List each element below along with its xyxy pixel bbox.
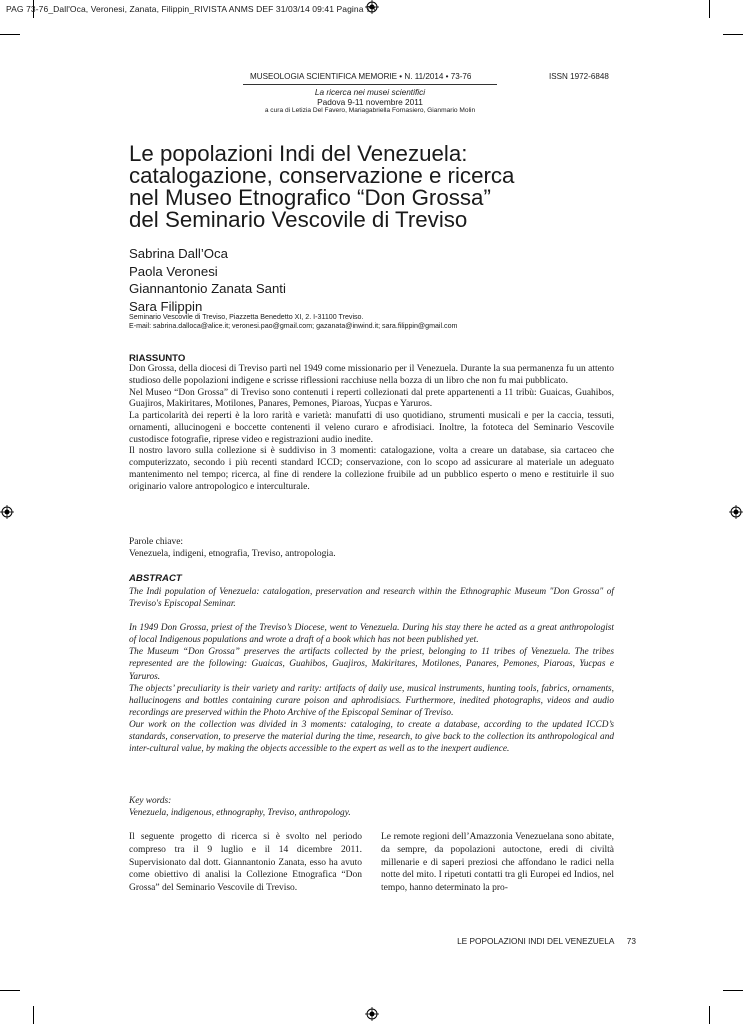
abstract-paragraph: The Museum “Don Grossa” preserves the artifacts collected by the priest, belonging to 11 tribes of Venezuela. The tribes represented are the following: Guaicas, Guahibos, Guajiros, Makiritares, Motilones, Panares, Pemones, Piaroas, Yucpas e Yaruros. [129, 647, 614, 682]
conference-title: La ricerca nei musei scientifici [314, 87, 426, 97]
affiliation-emails: E-mail: sabrina.dalloca@alice.it; veronesi.pao@gmail.com; gazanata@inwind.it; sara.filippin@gmail.com [129, 322, 458, 331]
crop-mark [709, 0, 710, 18]
author-list [129, 245, 286, 315]
riassunto-keywords [129, 537, 614, 561]
paper-title [129, 143, 629, 231]
body-column-right: Le remote regioni dell’Amazzonia Venezuelana sono abitate, da sempre, da popolazioni autoctone, eredi di civiltà millenarie e di saperi preziosi che affondano le radici nella notte del mito. I ripetuti contatti tra gli Europei ed Indios, nel tempo, hanno determinato la pro- [381, 832, 614, 893]
conference-editors: a cura di Letizia Del Favero, Mariagabriella Fornasiero, Gianmario Molin [264, 107, 476, 114]
journal-running-head: MUSEOLOGIA SCIENTIFICA MEMORIE • N. 11/2014 • 73-76 [250, 72, 472, 81]
riassunto-heading: RIASSUNTO [129, 353, 186, 364]
page-footer [457, 936, 636, 946]
registration-mark-icon [365, 1007, 379, 1021]
title-line: Le popolazioni Indi del Venezuela: [129, 141, 468, 166]
crop-mark [0, 34, 20, 35]
abstract-heading: ABSTRACT [129, 573, 182, 584]
keywords-label: Key words: [129, 796, 172, 806]
author-name: Paola Veronesi [129, 263, 218, 279]
body-column-left: Il seguente progetto di ricerca si è svolto nel periodo compreso tra il 9 luglio e il 14 dicembre 2011. Supervisionato dal dott. Giannantonio Zanata, esso ha avuto come obiettivo di analisi la Collezione Etnografica “Don Grossa” del Seminario Vescovile di Treviso. [129, 832, 362, 893]
riassunto-paragraph: La particolarità dei reperti è la loro rarità e varietà: manufatti di uso quotidiano, strumenti musicali e per la caccia, tessuti, ornamenti, allucinogeni e boccette contenenti il veleno curaro e afrodisiaci. Inoltre, la fototeca del Seminario Vescovile custodisce fotografie, riprese video e registrazioni audio inedite. [129, 411, 614, 445]
issn: ISSN 1972-6848 [549, 72, 609, 81]
crop-mark [709, 1006, 710, 1024]
keywords-label: Parole chiave: [129, 537, 184, 547]
crop-mark [33, 1006, 34, 1024]
abstract-paragraph: The objects’ preculiarity is their variety and rarity: artifacts of daily use, musical instruments, hunting tools, fabrics, ornaments, hallucinogens and bottles containing curare poison and aphrodisiacs. Furthermore, inedited photographs, videos and audio recordings are preserved within the Photo Archive of the Episcopal Seminar of Treviso. [129, 683, 614, 718]
riassunto-body [129, 364, 614, 493]
abstract-paragraph: Our work on the collection was divided in 3 moments: cataloging, to create a database, according to the updated ICCD’s standards, conservation, to preserve the material during the time, research, to give back to the collection its anthropological and inter-cultural value, by making the objects accessible to the expert as well as to the inexpert audience. [129, 719, 614, 755]
affiliation-address: Seminario Vescovile di Treviso, Piazzetta Benedetto XI, 2. I-31100 Treviso. [129, 313, 364, 321]
conference-place: Padova 9-11 novembre 2011 [317, 97, 423, 107]
author-name: Sara Filippin [129, 298, 203, 314]
riassunto-paragraph: Nel Museo “Don Grossa” di Treviso sono contenuti i reperti collezionati dal prete appartenenti a 11 tribù: Guaicas, Guahibos, Guajiros, Makiritares, Motilones, Panares, Pemones, Piaroas, Yucpas e Yaruros. [129, 387, 614, 410]
crop-mark [723, 34, 743, 35]
registration-mark-icon [729, 505, 743, 519]
print-slug: PAG 73-76_Dall'Oca, Veronesi, Zanata, Filippin_RIVISTA ANMS DEF 31/03/14 09:41 Pagina 73 [6, 4, 376, 14]
keywords-list: Venezuela, indigenous, ethnography, Treviso, anthropology. [129, 808, 351, 819]
abstract-body [129, 586, 614, 755]
riassunto-paragraph: Il nostro lavoro sulla collezione si è suddiviso in 3 momenti: catalogazione, volta a creare un database, sia cartaceo che computerizzato, secondo i più recenti standard ICCD; conservazione, con lo scopo ad assicurare al materiale un adeguato mantenimento nel tempo; ricerca, al fine di rendere la collezione fruibile ad un pubblico esperto o meno e restituirle il suo originario valore antropologico e interculturale. [129, 446, 614, 492]
footer-running-title: LE POPOLAZIONI INDI DEL VENEZUELA [457, 936, 615, 946]
riassunto-paragraph: Don Grossa, della diocesi di Treviso partì nel 1949 come missionario per il Venezuela. Durante la sua permanenza fu un attento studioso delle popolazioni indigene e scrisse riflessioni racchiuse nella bozza di un libro che non fu mai pubblicato. [129, 364, 614, 386]
title-line: nel Museo Etnografico “Don Grossa” [129, 185, 491, 210]
header-rule [243, 84, 497, 85]
author-name: Sabrina Dall’Oca [129, 246, 228, 261]
crop-mark [723, 990, 743, 991]
title-line: catalogazione, conservazione e ricerca [129, 163, 515, 188]
registration-mark-icon [0, 505, 14, 519]
keywords-list: Venezuela, indigeni, etnografia, Treviso, antropologia. [129, 548, 336, 559]
abstract-paragraph: In 1949 Don Grossa, priest of the Treviso’s Diocese, went to Venezuela. During his stay there he acted as a great anthropologist of local Indigenous populations and wrote a draft of a book which has not been published yet. [129, 623, 614, 646]
crop-mark [0, 990, 20, 991]
page-number: 73 [626, 936, 636, 946]
author-name: Giannantonio Zanata Santi [129, 281, 286, 297]
affiliation [129, 313, 457, 332]
title-line: del Seminario Vescovile di Treviso [129, 207, 468, 232]
abstract-keywords [129, 795, 614, 819]
abstract-english-title: The Indi population of Venezuela: catalogation, preservation and research within the Ethnographic Museum "Don Grossa" of Treviso's Episcopal Seminar. [129, 587, 614, 610]
paragraph-gap [129, 610, 614, 622]
